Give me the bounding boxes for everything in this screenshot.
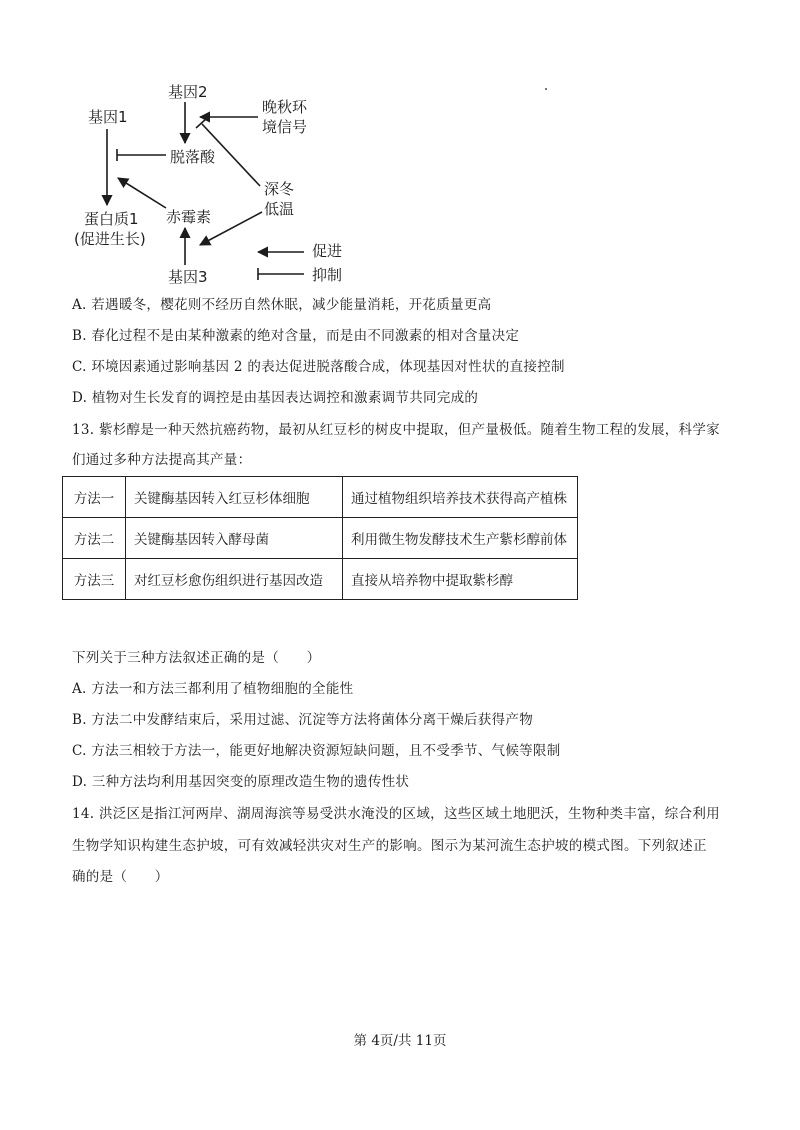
gene1-label: 基因1: [88, 108, 128, 126]
arrow-ga-protein1: [118, 178, 166, 208]
legend-promote-label: 促进: [312, 242, 343, 260]
q13-option-d: D. 三种方法均利用基因突变的原理改造生物的遗传性状: [72, 774, 410, 790]
q12-option-c: C. 环境因素通过影响基因 2 的表达促进脱落酸合成，体现基因对性状的直接控制: [72, 359, 565, 375]
protein1-label: 蛋白质1: [84, 210, 139, 228]
q13-question: 下列关于三种方法叙述正确的是（ ）: [72, 650, 321, 666]
table-row: [63, 518, 578, 559]
q13-option-a: A. 方法一和方法三都利用了植物细胞的全能性: [72, 681, 354, 697]
method-cell: 方法三: [63, 559, 126, 600]
step1-cell: 对红豆杉愈伤组织进行基因改造: [126, 559, 343, 600]
q14-stem-line2: 生物学知识构建生态护坡，可有效减轻洪灾对生产的影响。图示为某河流生态护坡的模式图。下列叙述正: [72, 838, 707, 854]
step2-cell: 利用微生物发酵技术生产紫杉醇前体: [343, 518, 578, 559]
q12-option-a: A. 若遇暖冬，樱花则不经历自然休眠，减少能量消耗，开花质量更高: [72, 297, 492, 313]
gene2-label: 基因2: [168, 83, 208, 101]
autumn-signal-label-1: 晚秋环: [262, 98, 308, 116]
autumn-signal-label-2: 境信号: [262, 118, 308, 136]
winter-cold-label-1: 深冬: [264, 180, 295, 198]
table-row: [63, 477, 578, 518]
table-row: [63, 559, 578, 600]
winter-cold-label-2: 低温: [264, 200, 295, 218]
q13-stem-line1: 13. 紫杉醇是一种天然抗癌药物，最初从红豆杉的树皮中提取，但产量极低。随着生物工程的发展，科学家: [72, 422, 720, 438]
q13-option-b: B. 方法二中发酵结束后，采用过滤、沉淀等方法将菌体分离干燥后获得产物: [72, 712, 534, 728]
q14-stem-line3: 确的是（ ）: [72, 869, 169, 885]
methods-table: [62, 476, 578, 600]
method-cell: 方法二: [63, 518, 126, 559]
method-cell: 方法一: [63, 477, 126, 518]
q14-stem-line1: 14. 洪泛区是指江河两岸、湖周海滨等易受洪水淹没的区域，这些区域土地肥沃，生物种类丰富，综合利用: [72, 806, 720, 822]
step1-cell: 关键酶基因转入酵母菌: [126, 518, 343, 559]
q13-option-c: C. 方法三相较于方法一，能更好地解决资源短缺问题，且不受季节、气候等限制: [72, 743, 561, 759]
q13-stem-line2: 们通过多种方法提高其产量：: [72, 452, 252, 468]
aba-label: 脱落酸: [170, 148, 216, 166]
gene3-label: 基因3: [168, 268, 208, 286]
step2-cell: 通过植物组织培养技术获得高产植株: [343, 477, 578, 518]
regulation-diagram: [0, 0, 800, 300]
step1-cell: 关键酶基因转入红豆杉体细胞: [126, 477, 343, 518]
q12-option-d: D. 植物对生长发育的调控是由基因表达调控和激素调节共同完成的: [72, 390, 479, 406]
legend-inhibit-label: 抑制: [312, 266, 343, 284]
q12-option-b: B. 春化过程不是由某种激素的绝对含量，而是由不同激素的相对含量决定: [72, 328, 520, 344]
ga-label: 赤霉素: [166, 208, 212, 226]
page-number: 第 4页/共 11页: [353, 1033, 447, 1049]
protein1-note: (促进生长): [74, 230, 146, 248]
step2-cell: 直接从培养物中提取紫杉醇: [343, 559, 578, 600]
